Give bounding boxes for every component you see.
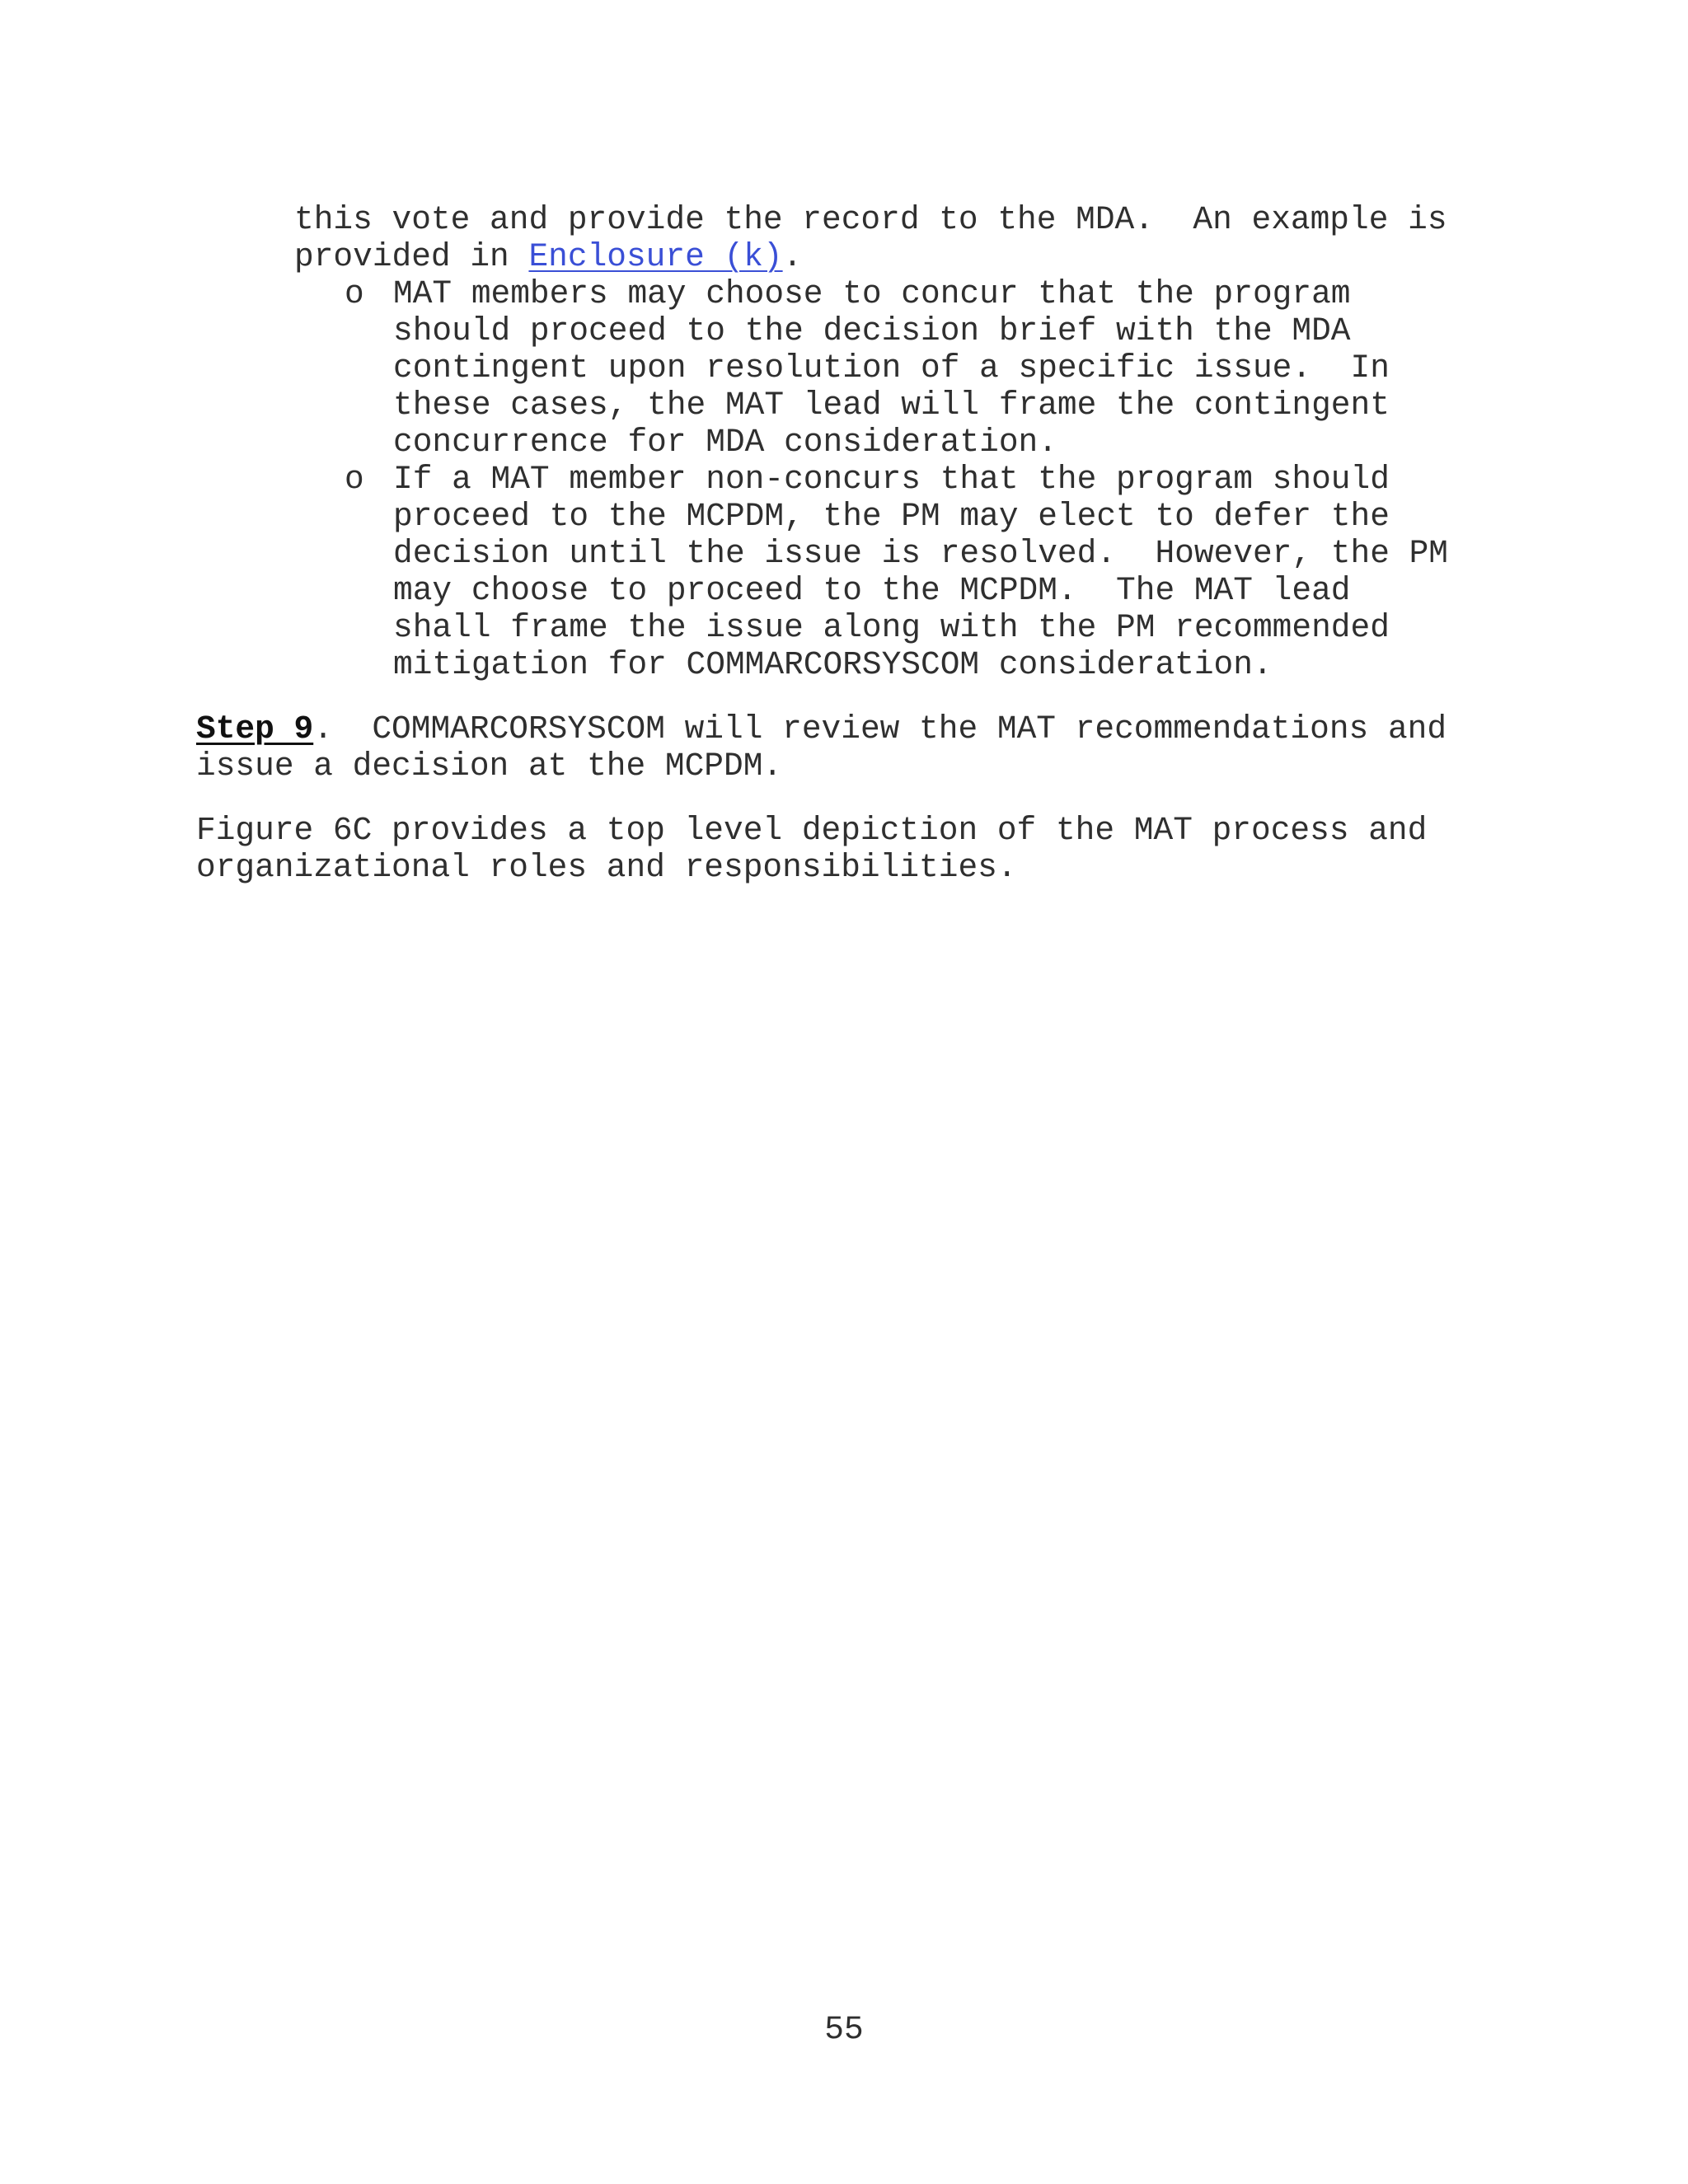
enclosure-k-link[interactable]: Enclosure (k) <box>528 238 783 275</box>
step-9-line-1 <box>196 710 1447 748</box>
bullet-marker-2: o <box>345 461 364 498</box>
page-number: 55 <box>824 2011 864 2048</box>
intro-line-1: this vote and provide the record to the MDA. An example is <box>294 201 1447 238</box>
bullet-2-line-5: shall frame the issue along with the PM recommended <box>393 609 1390 646</box>
intro-line-2-prefix: provided in <box>294 238 529 275</box>
bullet-1-line-3: contingent upon resolution of a specific issue. In <box>393 349 1390 387</box>
step-9-line-1-text: . COMMARCORSYSCOM will review the MAT recommendations and <box>313 710 1447 748</box>
bullet-1-line-1: MAT members may choose to concur that the program <box>393 275 1351 312</box>
bullet-2-line-2: proceed to the MCPDM, the PM may elect to defer the <box>393 498 1390 535</box>
bullet-1-line-4: these cases, the MAT lead will frame the contingent <box>393 387 1390 424</box>
bullet-2-line-4: may choose to proceed to the MCPDM. The MAT lead <box>393 572 1351 609</box>
bullet-2-line-1: If a MAT member non-concurs that the program should <box>393 461 1390 498</box>
step-9-label: Step 9 <box>196 710 314 748</box>
bullet-1-line-2: should proceed to the decision brief with the MDA <box>393 312 1351 349</box>
figure-para-line-1: Figure 6C provides a top level depiction of the MAT process and <box>196 812 1428 849</box>
step-9-line-2: issue a decision at the MCPDM. <box>196 748 783 785</box>
intro-line-2-suffix: . <box>782 238 803 275</box>
bullet-2-line-3: decision until the issue is resolved. However, the PM <box>393 535 1449 572</box>
bullet-1-line-5: concurrence for MDA consideration. <box>393 424 1057 461</box>
figure-para-line-2: organizational roles and responsibilities. <box>196 849 1017 886</box>
intro-line-2 <box>294 238 802 275</box>
bullet-marker-1: o <box>345 275 364 312</box>
bullet-2-line-6: mitigation for COMMARCORSYSCOM consideration. <box>393 646 1273 683</box>
